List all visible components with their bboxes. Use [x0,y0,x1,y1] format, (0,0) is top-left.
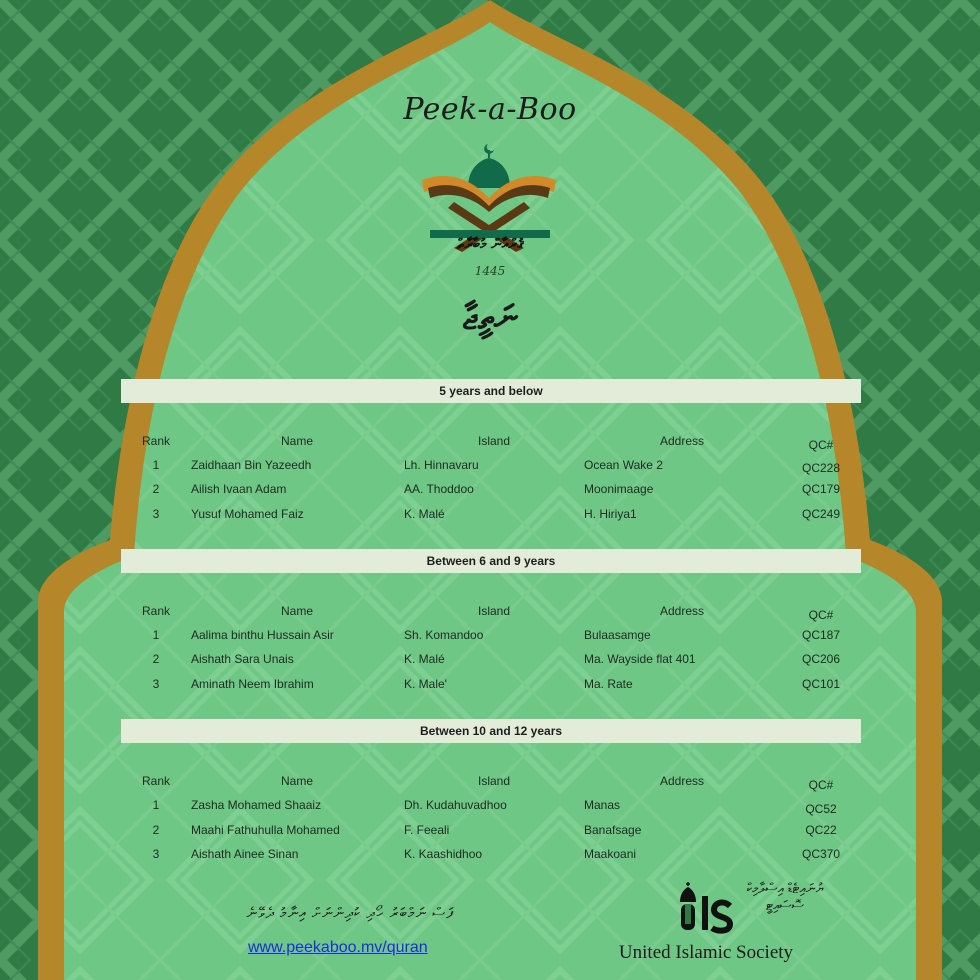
cell-island: K. Kaashidhoo [404,847,483,861]
cell-rank: 1 [152,798,160,812]
cell-island: F. Feeali [404,823,450,837]
cell-island: AA. Thoddoo [404,482,474,496]
logo-year: 1445 [474,264,506,278]
cell-rank: 3 [152,507,160,521]
cell-address: H. Hiriya1 [584,507,637,521]
cell-name: Maahi Fathuhulla Mohamed [191,823,340,837]
cell-name: Aalima binthu Hussain Asir [191,628,334,642]
cell-island: Sh. Komandoo [404,628,484,642]
org-name: United Islamic Society [618,942,794,963]
cell-qc: QC187 [801,628,841,642]
cell-qc: QC52 [805,802,837,816]
cell-address: Manas [584,798,621,812]
col-header-qc: QC# [808,608,834,622]
cell-qc: QC22 [805,823,837,837]
category-header: Between 10 and 12 years [121,719,861,743]
col-header-name: Name [280,774,313,788]
footer-thaana-note: ފަސް ނަމްބަރު ހޯދި ކުދިންނަށް އިނާމު ދެވޭނެ [246,905,454,922]
col-header-rank: Rank [141,774,170,788]
cell-name: Ailish Ivaan Adam [191,482,287,496]
cell-qc: QC249 [801,507,841,521]
col-header-address: Address [659,434,705,448]
cell-address: Ma. Rate [584,677,633,691]
cell-address: Banafsage [584,823,642,837]
cell-island: K. Male' [404,677,447,691]
cell-qc: QC206 [801,652,841,666]
col-header-address: Address [659,774,705,788]
cell-address: Ma. Wayside flat 401 [584,652,696,666]
cell-qc: QC228 [801,461,841,475]
cell-address: Moonimaage [584,482,654,496]
cell-name: Aishath Sara Unais [191,652,294,666]
uis-logo [678,882,738,938]
col-header-name: Name [280,434,313,448]
col-header-island: Island [477,604,511,618]
uis-mosque-icon [678,882,738,938]
logo-thaana-text: ޤުރްއާން މުބާރާތް [456,236,524,253]
cell-island: K. Malé [404,652,445,666]
cell-rank: 2 [152,823,160,837]
category-header: 5 years and below [121,379,861,403]
cell-name: Aminath Neem Ibrahim [191,677,314,691]
col-header-island: Island [477,434,511,448]
col-header-address: Address [659,604,705,618]
col-header-name: Name [280,604,313,618]
cell-qc: QC179 [801,482,841,496]
cell-address: Bulaasamge [584,628,651,642]
brand-title: Peek-a-Boo [403,92,577,127]
cell-rank: 1 [152,458,160,472]
cell-address: Ocean Wake 2 [584,458,663,472]
col-header-island: Island [477,774,511,788]
cell-rank: 2 [152,652,160,666]
cell-rank: 1 [152,628,160,642]
cell-island: K. Malé [404,507,445,521]
quran-competition-logo [410,140,570,280]
cell-rank: 2 [152,482,160,496]
category-header: Between 6 and 9 years [121,549,861,573]
mosque-book-stand-icon [410,140,570,280]
cell-address: Maakoani [584,847,637,861]
cell-qc: QC101 [801,677,841,691]
cell-rank: 3 [152,677,160,691]
col-header-rank: Rank [141,434,170,448]
cell-island: Dh. Kudahuvadhoo [404,798,507,812]
cell-qc: QC370 [801,847,841,861]
cell-name: Zasha Mohamed Shaaiz [191,798,322,812]
org-thaana-name: ޔުނައިޓެޑް އިސްލާމިކް ސޮސައިޓީ [746,880,824,913]
cell-rank: 3 [152,847,160,861]
col-header-qc: QC# [808,778,834,792]
website-link[interactable]: www.peekaboo.mv/quran [248,939,428,956]
cell-island: Lh. Hinnavaru [404,458,479,472]
cell-name: Aishath Ainee Sinan [191,847,299,861]
col-header-qc: QC# [808,438,834,452]
results-title: ނަތީޖާ [462,298,518,338]
cell-name: Zaidhaan Bin Yazeedh [191,458,312,472]
col-header-rank: Rank [141,604,170,618]
cell-name: Yusuf Mohamed Faiz [191,507,304,521]
